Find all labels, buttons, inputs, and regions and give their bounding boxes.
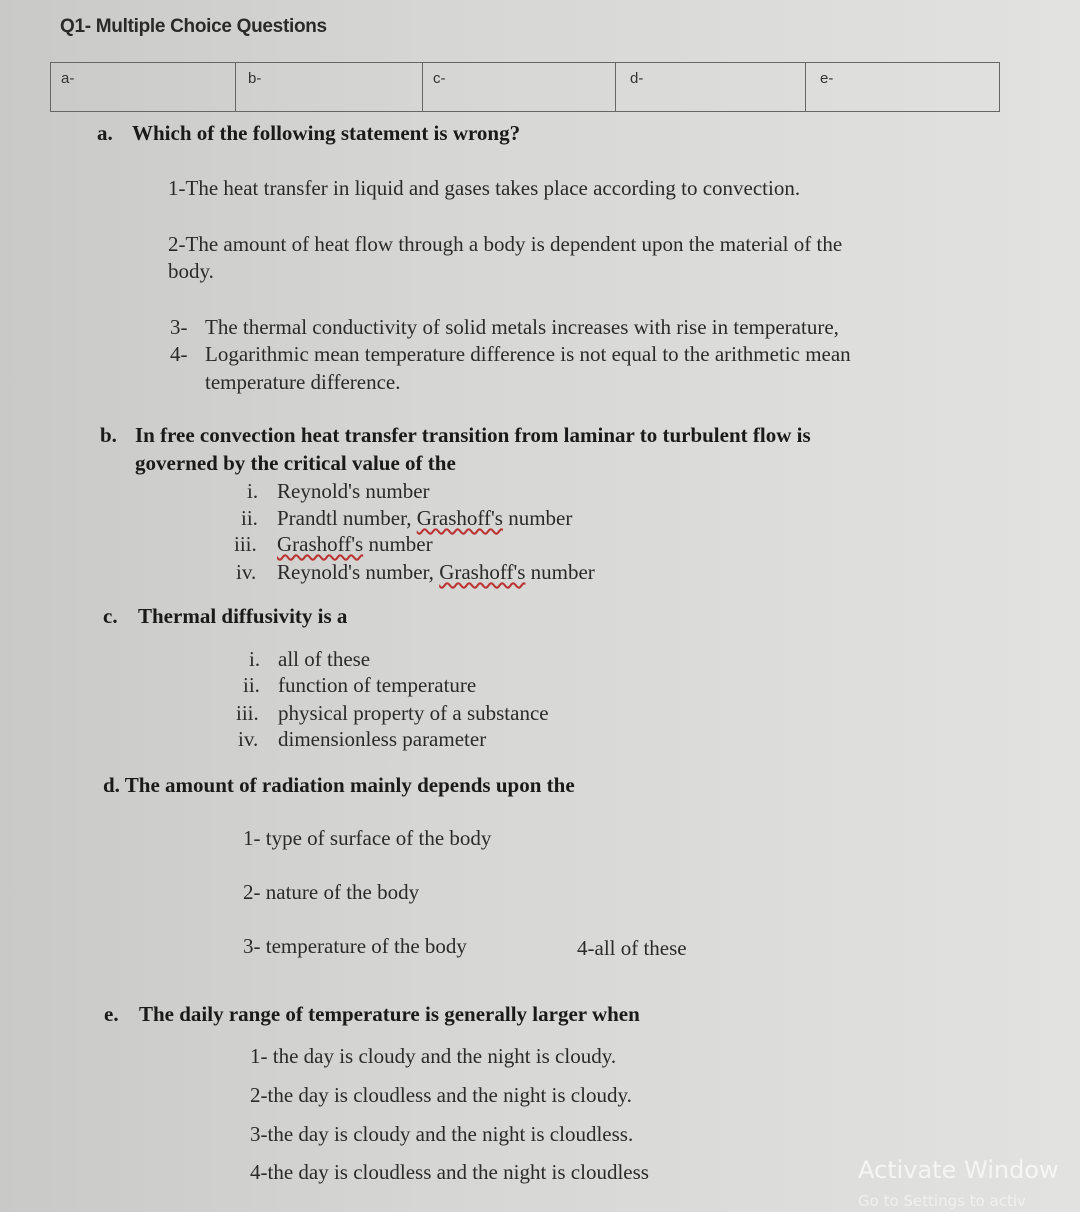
activation-watermark-title: Activate Window <box>858 1156 1059 1184</box>
option-1-number: i. <box>247 479 259 503</box>
activation-watermark-hint: Go to Settings to activ <box>858 1192 1026 1210</box>
answer-cell-b[interactable] <box>236 63 423 111</box>
option-4-number: 4- <box>170 342 188 366</box>
answer-table <box>50 62 1000 112</box>
option-4-number: iv. <box>238 727 259 751</box>
option-1: Reynold's number <box>277 479 430 503</box>
answer-cell-label: d- <box>630 70 644 87</box>
option-2: 2-the day is cloudless and the night is cloudy. <box>250 1083 632 1107</box>
answer-cell-label: b- <box>248 70 262 87</box>
question-text: d. The amount of radiation mainly depends upon the <box>103 773 575 797</box>
option-3-number: iii. <box>236 701 259 725</box>
option-3: The thermal conductivity of solid metals increases with rise in temperature, <box>205 315 839 339</box>
option-4-number: iv. <box>236 560 257 584</box>
spellcheck-word: Grashoff's <box>277 532 364 556</box>
option-4-continued: temperature difference. <box>205 370 401 394</box>
option-1: 1- type of surface of the body <box>243 826 492 850</box>
option-3: physical property of a substance <box>278 701 549 725</box>
answer-cell-a[interactable] <box>51 63 236 111</box>
answer-cell-e[interactable] <box>806 63 999 111</box>
option-2: function of temperature <box>278 673 477 697</box>
answer-cell-c[interactable] <box>423 63 616 111</box>
option-4: dimensionless parameter <box>278 727 487 751</box>
option-2-continued: body. <box>168 259 214 283</box>
option-2: 2-The amount of heat flow through a body is dependent upon the material of the <box>168 232 843 256</box>
option-4 <box>277 560 595 585</box>
question-marker: e. <box>104 1002 119 1026</box>
option-3 <box>277 532 433 557</box>
question-marker: a. <box>97 121 113 145</box>
option-4: 4-the day is cloudless and the night is cloudless <box>250 1160 649 1184</box>
answer-cell-label: c- <box>433 70 446 87</box>
question-text: The daily range of temperature is generally larger when <box>139 1002 640 1026</box>
option-text: number <box>363 532 433 556</box>
option-4: 4-all of these <box>577 936 687 960</box>
answer-cell-label: a- <box>61 70 75 87</box>
option-1: all of these <box>278 647 371 671</box>
question-text: In free convection heat transfer transition from laminar to turbulent flow is <box>135 423 811 447</box>
option-1: 1- the day is cloudy and the night is cloudy. <box>250 1044 617 1068</box>
question-text-continued: governed by the critical value of the <box>135 451 456 475</box>
option-text: Reynold's number, <box>277 560 440 584</box>
option-1-number: i. <box>249 647 261 671</box>
option-2-number: ii. <box>241 506 258 530</box>
option-4: Logarithmic mean temperature difference is not equal to the arithmetic mean <box>205 342 851 366</box>
spellcheck-word: Grashoff's <box>416 506 503 530</box>
option-2 <box>277 506 572 531</box>
answer-cell-label: e- <box>820 70 834 87</box>
option-3: 3-the day is cloudy and the night is cloudless. <box>250 1122 634 1146</box>
option-text: number <box>502 506 573 530</box>
question-marker: b. <box>100 423 117 447</box>
option-text: Prandtl number, <box>277 506 417 530</box>
option-1: 1-The heat transfer in liquid and gases takes place according to convection. <box>168 176 801 200</box>
question-text: Which of the following statement is wrong? <box>132 121 521 145</box>
option-text: number <box>525 560 595 584</box>
option-3-number: 3- <box>170 315 188 339</box>
page-title: Q1- Multiple Choice Questions <box>60 16 327 37</box>
spellcheck-word: Grashoff's <box>439 560 526 584</box>
answer-cell-d[interactable] <box>616 63 806 111</box>
option-3-number: iii. <box>234 532 257 556</box>
question-text: Thermal diffusivity is a <box>138 604 348 628</box>
option-3: 3- temperature of the body <box>243 934 467 958</box>
option-2: 2- nature of the body <box>243 880 420 904</box>
option-2-number: ii. <box>243 673 260 697</box>
question-marker: c. <box>103 604 118 628</box>
